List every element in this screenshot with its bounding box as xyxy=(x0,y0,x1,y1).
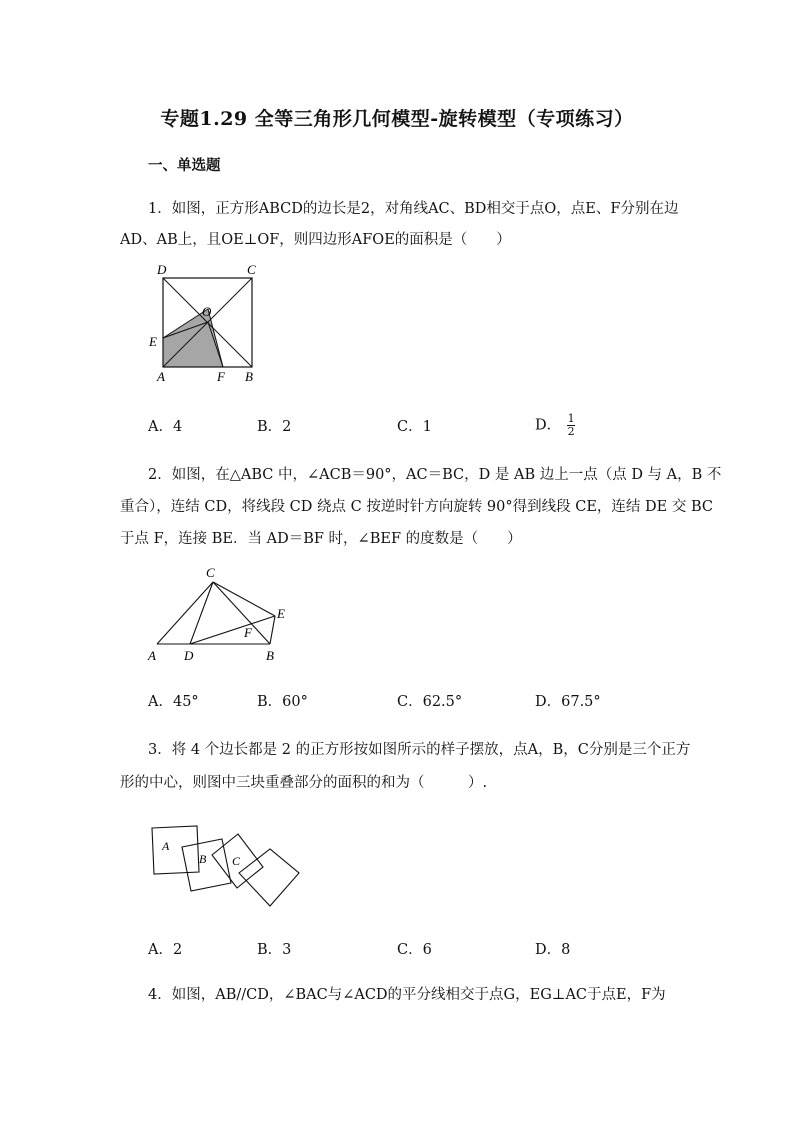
q3-line-2: 形的中心，则图中三块重叠部分的面积的和为（ ）. xyxy=(120,775,488,791)
q3-figure xyxy=(140,815,310,915)
q1-line-1: 1．如图，正方形ABCD的边长是2，对角线AC、BD相交于点O，点E、F分别在边 xyxy=(148,201,679,217)
q1-option-d-fraction xyxy=(567,413,575,438)
q2-line-1: 2．如图，在△ABC 中，∠ACB＝90°，AC＝BC，D 是 AB 边上一点（点 D 与 A，B 不 xyxy=(148,467,722,483)
q2-option-c[interactable]: C．62.5° xyxy=(397,694,463,710)
q2-segment-ac xyxy=(157,582,213,644)
q3-label-c: C xyxy=(232,854,241,868)
q2-line-3: 于点 F，连接 BE．当 AD＝BF 时，∠BEF 的度数是（ ） xyxy=(120,531,522,547)
q2-segment-cd xyxy=(190,582,213,644)
q3-option-b[interactable]: B．3 xyxy=(257,942,292,958)
q2-label-a: A xyxy=(148,648,156,663)
q2-label-e: E xyxy=(277,606,285,621)
q2-option-a[interactable]: A．45° xyxy=(148,694,199,710)
q1-label-d: D xyxy=(157,262,167,277)
q3-square-2 xyxy=(182,839,231,891)
q2-option-d[interactable]: D．67.5° xyxy=(535,694,601,710)
q1-option-d-prefix: D． xyxy=(535,417,562,434)
q2-option-b[interactable]: B．60° xyxy=(257,694,308,710)
q2-label-c: C xyxy=(206,565,215,580)
q1-line-2: AD、AB上，且OE⊥OF，则四边形AFOE的面积是（ ） xyxy=(120,232,511,248)
q1-label-b: B xyxy=(245,369,253,384)
q1-label-a: A xyxy=(157,369,165,384)
q1-option-d[interactable] xyxy=(535,413,575,438)
q1-figure xyxy=(140,258,280,388)
q1-label-c: C xyxy=(247,262,256,277)
q2-figure xyxy=(140,562,300,668)
q3-label-b: B xyxy=(199,852,207,866)
q4-line-1: 4．如图，AB//CD，∠BAC与∠ACD的平分线相交于点G，EG⊥AC于点E，F为 xyxy=(148,987,666,1003)
q1-option-d-denominator: 2 xyxy=(567,425,575,438)
q3-square-1 xyxy=(152,826,199,874)
q1-option-c[interactable]: C．1 xyxy=(397,419,432,435)
q1-label-o: O xyxy=(202,304,212,319)
q2-segment-de xyxy=(190,616,275,644)
q2-segment-be xyxy=(270,616,275,644)
q3-option-a[interactable]: A．2 xyxy=(148,942,183,958)
q3-line-1: 3．将 4 个边长都是 2 的正方形按如图所示的样子摆放，点A，B，C分别是三个正方 xyxy=(148,742,691,758)
q2-label-f: F xyxy=(244,625,252,640)
q1-option-d-numerator: 1 xyxy=(567,412,575,425)
q1-label-f: F xyxy=(217,369,225,384)
q3-option-d[interactable]: D．8 xyxy=(535,942,571,958)
q3-label-a: A xyxy=(162,839,170,853)
q1-option-a[interactable]: A．4 xyxy=(148,419,183,435)
section-heading: 一、单选题 xyxy=(148,157,221,174)
q1-option-b[interactable]: B．2 xyxy=(257,419,292,435)
q2-line-2: 重合），连结 CD，将线段 CD 绕点 C 按逆时针方向旋转 90°得到线段 CE，连结 DE 交 BC xyxy=(120,499,713,515)
q2-segment-cb xyxy=(213,582,270,644)
q2-segment-ce xyxy=(213,582,275,616)
q1-label-e: E xyxy=(149,334,157,349)
q3-square-4 xyxy=(239,849,299,906)
q2-label-b: B xyxy=(266,648,274,663)
q3-option-c[interactable]: C．6 xyxy=(397,942,432,958)
q2-label-d: D xyxy=(184,648,194,663)
page-title: 专题1.29 全等三角形几何模型-旋转模型（专项练习） xyxy=(160,108,634,130)
